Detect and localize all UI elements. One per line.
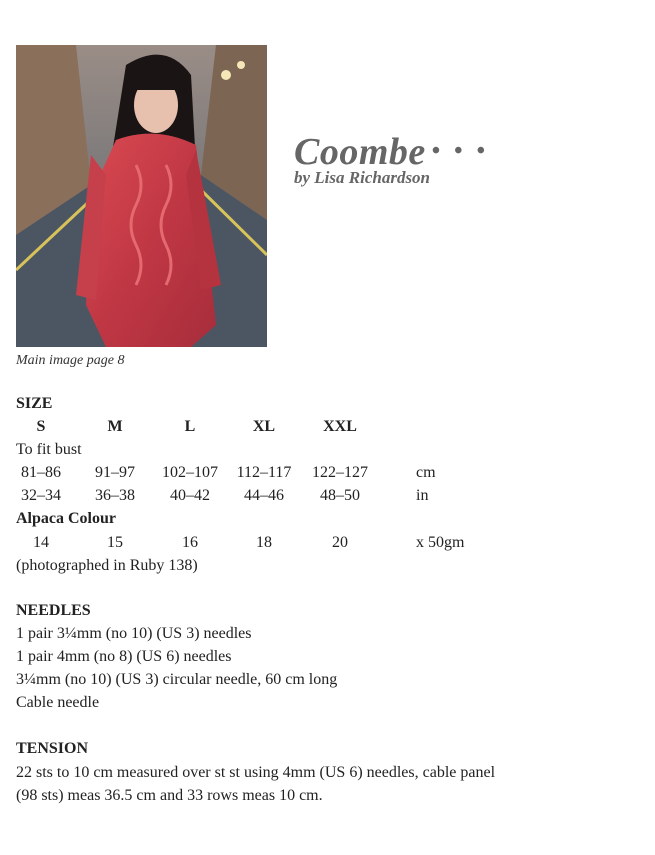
yarn-value: 14 <box>33 534 49 551</box>
yarn-value: 18 <box>256 534 272 551</box>
size-label: M <box>107 418 123 435</box>
size-label: S <box>36 418 46 435</box>
cm-value: 102–107 <box>162 464 218 481</box>
tension-line: 22 sts to 10 cm measured over st st using 4mm (US 6) needles, cable panel <box>16 764 496 781</box>
yarn-value: 15 <box>107 534 123 551</box>
in-value: 32–34 <box>21 487 61 504</box>
cm-unit: cm <box>416 464 436 481</box>
yarn-unit: x 50gm <box>416 534 465 551</box>
yarn-value: 20 <box>332 534 348 551</box>
needle-item: 1 pair 4mm (no 8) (US 6) needles <box>16 648 232 665</box>
needles-heading: NEEDLES <box>16 602 91 619</box>
cm-value: 81–86 <box>21 464 61 481</box>
needle-item: 1 pair 3¼mm (no 10) (US 3) needles <box>16 625 252 642</box>
photo-caption: Main image page 8 <box>16 353 125 368</box>
yarn-value: 16 <box>182 534 198 551</box>
in-value: 36–38 <box>95 487 135 504</box>
in-value: 40–42 <box>170 487 210 504</box>
cm-value: 112–117 <box>236 464 292 481</box>
in-value: 44–46 <box>244 487 284 504</box>
designer-byline: by Lisa Richardson <box>294 168 431 187</box>
size-label: XXL <box>323 418 357 435</box>
photographed-note: (photographed in Ruby 138) <box>16 557 198 574</box>
yarn-label: Alpaca Colour <box>16 510 116 527</box>
needle-item: Cable needle <box>16 694 100 711</box>
in-unit: in <box>416 487 429 504</box>
difficulty-dots: • • • <box>431 138 489 164</box>
needle-item: 3¼mm (no 10) (US 3) circular needle, 60 cm long <box>16 671 338 688</box>
tension-line: (98 sts) meas 36.5 cm and 33 rows meas 10 cm. <box>16 787 323 804</box>
fit-label: To fit bust <box>16 441 82 458</box>
main-photo <box>16 45 267 347</box>
cm-value: 91–97 <box>95 464 135 481</box>
size-label: L <box>184 418 196 435</box>
in-value: 48–50 <box>320 487 360 504</box>
title-text: Coombe <box>294 131 426 173</box>
title-block <box>294 128 489 187</box>
tension-heading: TENSION <box>16 740 89 757</box>
size-label: XL <box>252 418 276 435</box>
size-heading: SIZE <box>16 395 53 412</box>
cm-value: 122–127 <box>312 464 368 481</box>
